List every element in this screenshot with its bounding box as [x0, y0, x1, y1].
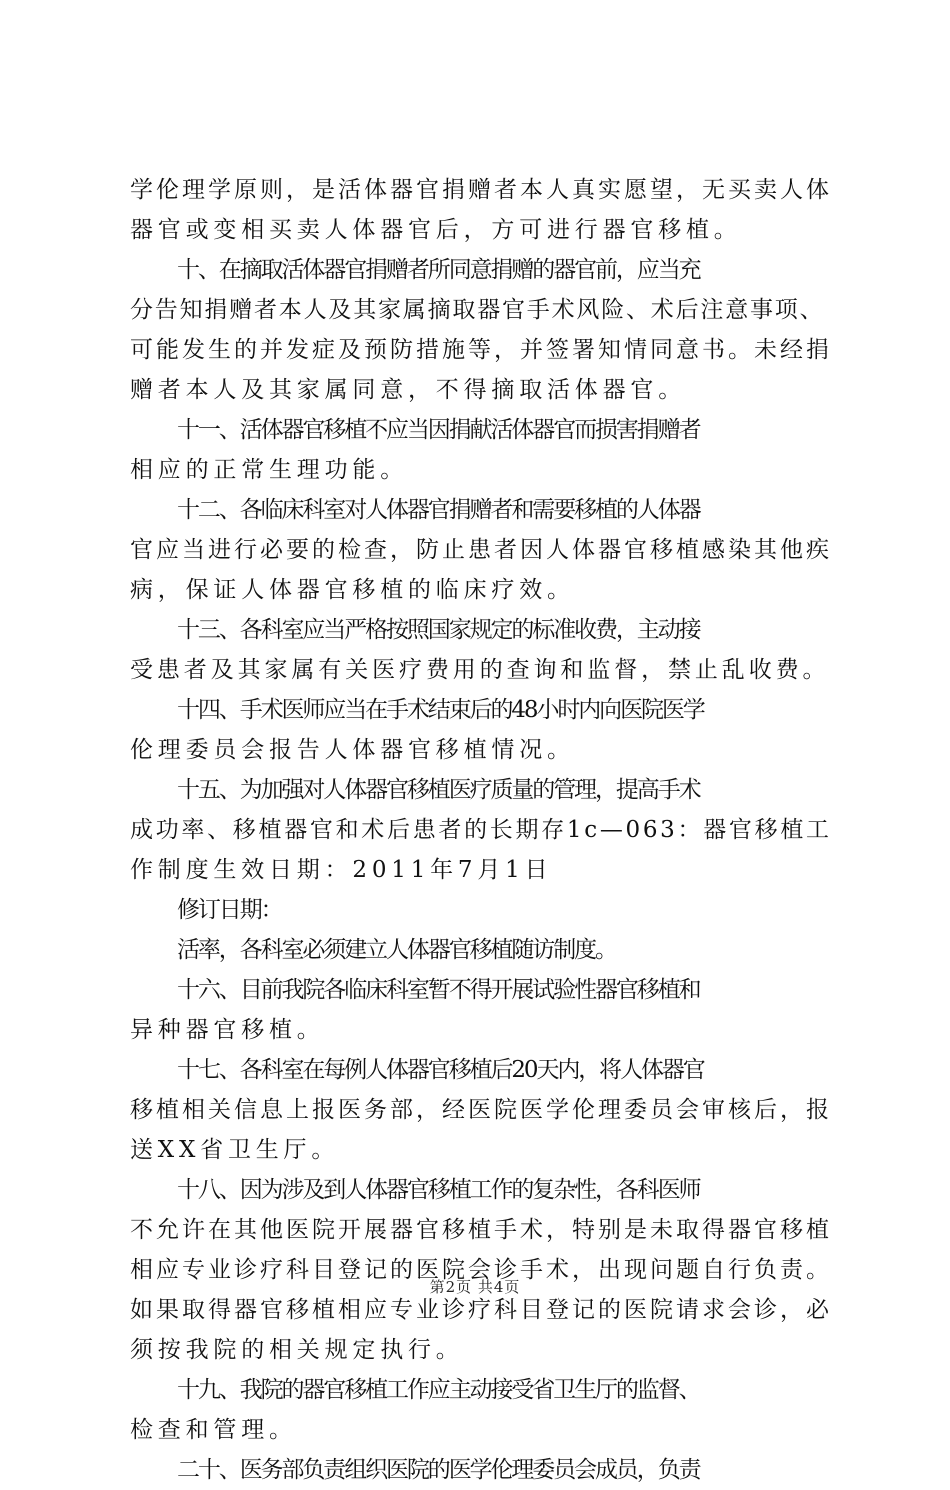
text-line: 须按我院的相关规定执行。: [130, 1337, 464, 1363]
text-line: 检查和管理。: [130, 1417, 297, 1443]
text-line: 十一、活体器官移植不应当因捐献活体器官而损害捐赠者: [177, 417, 700, 443]
text-line: 十五、为加强对人体器官移植医疗质量的管理，提高手术: [177, 777, 700, 803]
text-line: 十二、各临床科室对人体器官捐赠者和需要移植的人体器: [177, 497, 700, 523]
text-line: 成功率、移植器官和术后患者的长期存1c—063：器官移植工: [130, 817, 832, 843]
text-line: 相应的正常生理功能。: [130, 457, 408, 483]
text-line: 十八、因为涉及到人体器官移植工作的复杂性，各科医师: [177, 1177, 700, 1203]
page-footer: 第2页 共4页: [429, 1278, 521, 1296]
text-line: 十九、我院的器官移植工作应主动接受省卫生厅的监督、: [177, 1377, 700, 1403]
text-line: 受患者及其家属有关医疗费用的查询和监督，禁止乱收费。: [130, 657, 830, 683]
text-line: 十六、目前我院各临床科室暂不得开展试验性器官移植和: [177, 977, 700, 1003]
text-line: 官应当进行必要的检查，防止患者因人体器官移植感染其他疾: [130, 537, 832, 563]
text-line: 作制度生效日期：2011年7月1日: [130, 857, 553, 883]
text-line: 移植相关信息上报医务部，经医院医学伦理委员会审核后，报: [130, 1097, 832, 1123]
text-line: 十三、各科室应当严格按照国家规定的标准收费，主动接: [177, 617, 700, 643]
text-line: 相应专业诊疗科目登记的医院会诊手术，出现问题自行负责。: [130, 1257, 832, 1283]
text-line: 十四、手术医师应当在手术结束后的48小时内向医院医学: [177, 697, 704, 723]
text-line: 异种器官移植。: [130, 1017, 325, 1043]
text-line: 如果取得器官移植相应专业诊疗科目登记的医院请求会诊，必: [130, 1297, 832, 1323]
text-line: 十、在摘取活体器官捐赠者所同意捐赠的器官前，应当充: [177, 257, 700, 283]
text-line: 二十、医务部负责组织医院的医学伦理委员会成员，负责: [177, 1457, 700, 1483]
text-line: 器官或变相买卖人体器官后，方可进行器官移植。: [130, 217, 742, 243]
text-line: 活率，各科室必须建立人体器官移植随访制度。: [177, 937, 616, 963]
text-line: 送XX省卫生厅。: [130, 1137, 340, 1163]
text-line: 赠者本人及其家属同意，不得摘取活体器官。: [130, 377, 686, 403]
text-line: 分告知捐赠者本人及其家属摘取器官手术风险、术后注意事项、: [130, 297, 825, 323]
text-line: 修订日期：: [177, 897, 282, 923]
text-line: 病，保证人体器官移植的临床疗效。: [130, 577, 575, 603]
text-line: 学伦理学原则，是活体器官捐赠者本人真实愿望，无买卖人体: [130, 177, 832, 203]
text-line: 不允许在其他医院开展器官移植手术，特别是未取得器官移植: [130, 1217, 832, 1243]
text-line: 可能发生的并发症及预防措施等，并签署知情同意书。未经捐: [130, 337, 832, 363]
text-line: 十七、各科室在每例人体器官移植后20天内，将人体器官: [177, 1057, 704, 1083]
text-line: 伦理委员会报告人体器官移植情况。: [130, 737, 575, 763]
